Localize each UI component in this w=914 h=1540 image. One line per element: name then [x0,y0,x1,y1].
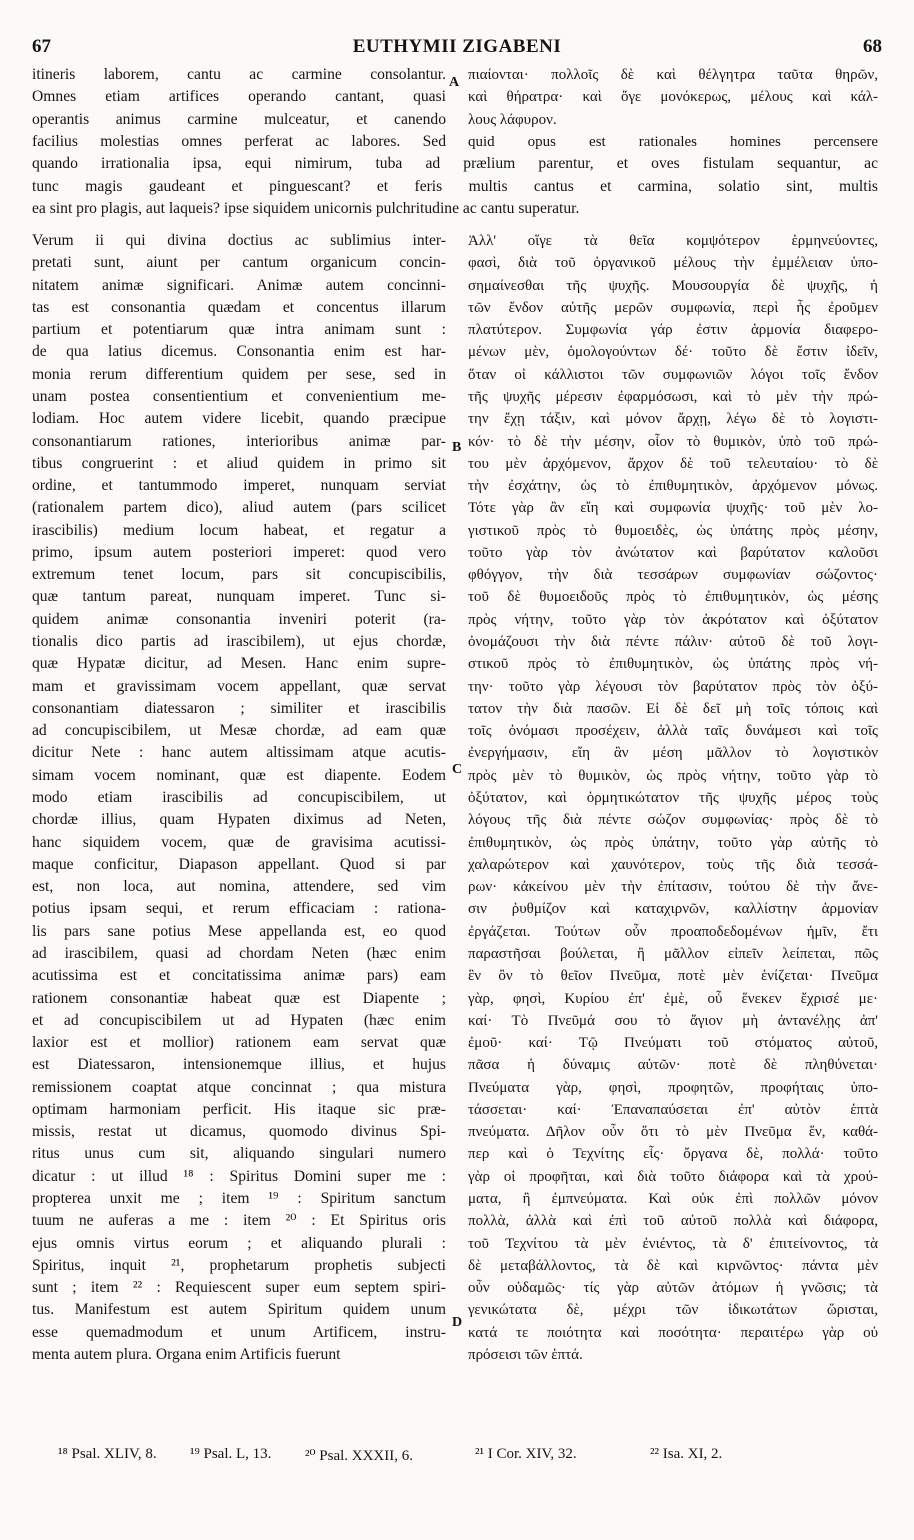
greek-line: ἐργάζεται. Τούτων οὖν προαποδεδομένων ἡμῖν, ἔτι [468,923,878,940]
latin-line: monia rerum differentium quidem per sese, sed in [32,365,446,383]
greek-line: τοῦτο γὰρ τὸν ἀνώτατον καὶ βαρύτατον καλοῦσι [468,544,878,561]
greek-line: σημαίνεσθαι τῆς ψυχῆς. Μουσουργία δὲ ψυχῆς, ἡ [468,277,878,294]
page-number-left: 67 [32,36,51,57]
latin-line: rationem consonantiæ habeat quæ est Diapente ; [32,989,446,1007]
greek-line: τοῖς ὀνόμασι προσέχειν, ἀλλὰ ταῖς δυνάμεσι καὶ τοῖς [468,723,878,740]
latin-line: tibus congruerint : et aliud quidem in primo sit [32,454,446,472]
greek-line: ἐπιθυμητικὸν, ὡς πρὸς ὑπάτην, τοῦτο γὰρ αὐτῆς τὸ [468,834,878,851]
full-width-line: quando irrationalia ipsa, equi nimirum, tuba ad prælium parentur, et oves fistulam sequantur, ac [32,155,878,173]
running-header [32,36,882,60]
latin-line: mam et gravissimam vocem appellant, quæ servat [32,677,446,695]
latin-line: et ad concupiscibilem ut ad Hypaten (hæc enim [32,1011,446,1029]
greek-line: τὴν ἐσχάτην, ὡς τὸ ἐπιθυμητικὸν, ἀρχόμενον μόνως. [468,478,878,495]
greek-line: λόγους τῆς διὰ πέντε σώζον συμφωνίας· πρὸς δὲ τὸ [468,812,878,829]
latin-line: modo etiam irascibilis ad concupiscibilem, ut [32,789,446,806]
greek-line: ἐνεργήμασιν, εἴη ἂν μέση μᾶλλον τὸ λογιστικὸν [468,745,878,762]
latin-line: Spiritus, inquit ²¹, prophetarum prophetis subjecti [32,1256,446,1274]
latin-line: tus. Manifestum est autem Spiritum quidem unum [32,1301,446,1319]
latin-line: est, non loca, aut nomina, attendere, sed vim [32,878,446,896]
greek-line: χαλαρώτερον καὶ χαυνότερον, τοὺς τῆς διὰ τεσσά- [468,856,878,873]
latin-line: primo, ipsum autem posteriori imperet: quod vero [32,543,446,561]
latin-line: remissionem coaptat atque concinnat ; qua mistura [32,1078,446,1096]
greek-line: τοῦ Τεχνίτου τὰ μὲν ἐνιέντος, τὰ δ' ἐπιτείνοντος, τὰ [468,1235,878,1252]
greek-line: πρόσεισι τῶν ἑπτά. [468,1347,583,1363]
latin-line: quidem animæ consonantia inveniri poterit (ra- [32,610,446,628]
greek-line: τοῦ δὲ θυμοειδοῦς πρὸς τὸ ἐπιθυμητικὸν, ὡς μέσης [468,589,878,606]
greek-line: γενικώτατα δὲ, μέχρι τῶν ἰδικωτάτων ὥρισται, [468,1302,878,1319]
latin-line: optimam harmoniam perficit. His itaque sic præ- [32,1100,446,1118]
latin-line: (rationalem partem dico), aliud autem (pars scilicet [32,499,446,517]
full-width-line: quid opus est rationales homines percensere [468,134,878,150]
greek-line: τάσσεται· καί· Ἐπαναπαύσεται ἐπ' αὐτὸν ἑπτὰ [468,1101,878,1118]
greek-line: κόν· τὸ δὲ τὴν μέσην, οἷον τὸ θυμικὸν, ὑπὸ τοῦ πρώ- [468,433,878,450]
latin-line: esse quemadmodum et unum Artificem, instru- [32,1323,446,1341]
latin-line: consonantiarum rationes, interioribus animæ par- [32,432,446,450]
greek-line: σιν ῥυθμίζον καὶ καταχιρνῶν, καλλίστην ἁρμονίαν [468,901,878,918]
greek-line: την ἔχῃ τάξιν, καὶ μόνον ἄρχῃ, λέγω δὲ τὸ λογιστι- [468,411,878,428]
margin-section-letter: A [449,75,460,90]
latin-line: Verum ii qui divina doctius ac sublimius inter- [32,232,446,249]
latin-line: tas est consonantia quædam et concentus illarum [32,298,446,316]
latin-line: nitatem animæ significari. Animæ autem concinni- [32,276,446,294]
latin-line: de qua latius dicemus. Consonantia enim est har- [32,343,446,361]
latin-line: dicitur Nete : hanc autem altissimam atque acutis- [32,744,446,762]
latin-line: ad concupiscibilem, ut Mesæ chordæ, ad eam quæ [32,722,446,740]
latin-top-line: facilius molestias omnes perferat ac labores. Sed [32,132,446,150]
greek-line: τῆς ψυχῆς μέρεσιν ἐφαρμόσωσι, καὶ τὸ μὲν τὴν πρώ- [468,388,878,405]
latin-line: ad irascibilem, quasi ad chordam Neten (hæc enim [32,944,446,962]
greek-top-line: καὶ θήρατρα· καὶ ὄγε μονόκερως, μέλους καὶ κάλ- [468,89,878,106]
greek-line: φασὶ, διὰ τοῦ ὀργανικοῦ μέλους τὴν ἐμμέλειαν ὑπο- [468,255,878,272]
latin-line: laxior est et mollior) rationem eam servat quæ [32,1034,446,1052]
full-width-line: ea sint pro plagis, aut laqueis? ipse siquidem unicornis pulchritudine ac cantu superatur. [32,199,580,217]
latin-line: est Diatessaron, intensionemque illius, et hujus [32,1056,446,1074]
greek-line: γιστικοῦ πρὸς τὸ θυμοειδὲς, ὡς ὑπάτης πρὸς μέσην, [468,522,878,539]
latin-line: quæ Hypatæ dicitur, ad Mesen. Hanc enim supre- [32,655,446,673]
latin-line: ordine, et tantummodo imperet, nunquam serviat [32,477,446,495]
latin-line: simam vocem nominant, quæ est diapente. Eodem [32,766,446,784]
greek-line: στικοῦ πρὸς τὸ ἐπιθυμητικὸν, ὡς ὑπάτης πρὸς νή- [468,656,878,673]
margin-section-letter: C [452,762,463,777]
margin-section-letter: B [452,440,462,455]
full-width-line: tunc magis gaudeant et pinguescant? et feris multis cantus et carmina, solatio sint, multis [32,177,878,195]
greek-line: κατά τε ποιότητα καὶ ποσότητα· περαιτέρω γὰρ οὐ [468,1324,878,1341]
greek-line: παραστῆσαι βούλεται, ἢ μᾶλλον εἰπεῖν λείπεται, πῶς [468,945,878,962]
page-number-right: 68 [863,36,882,57]
footnote: ²⁰ Psal. XXXII, 6. [305,1448,414,1464]
latin-line: dicatur : ut illud ¹⁸ : Spiritus Domini super me : [32,1167,446,1185]
latin-line: ritus unus cum sit, aliquando singulari numero [32,1145,446,1163]
latin-line: extremum tenet locum, pars sit concupiscibilis, [32,566,446,584]
margin-section-letter: D [452,1315,463,1330]
greek-line: δὲ μεταβάλλοντος, τὰ δὲ καὶ κιρνῶντος· πάντα μὲν [468,1257,878,1274]
greek-line: ἐμοῦ· καί· Τῷ Πνεύματι τοῦ στόματος αὐτοῦ, [468,1035,878,1052]
latin-top-line: itineris laborem, cantu ac carmine consolantur. [32,66,446,83]
greek-line: ὀξύτατον, καὶ ὁρμητικώτατον τῆς ψυχῆς μέρος τοὺς [468,790,878,806]
greek-line: τατον τὴν διὰ πασῶν. Εἰ δὲ δεῖ μὴ τοῖς τόποις καὶ [468,700,878,717]
greek-line: τῶν ἔνδον αὐτῆς μερῶν συμφωνία, περὶ ἧς ἐροῦμεν [468,299,878,316]
greek-line: πρὸς νήτην, τοῦτο γὰρ τὸν ἀκρότατον καὶ ὀξύτατον [468,611,878,628]
footnote: ²² Isa. XI, 2. [650,1446,723,1462]
greek-line: ρων· κἀκείνου μὲν τὴν ἐπίτασιν, τούτου δὲ τὴν ἄνε- [468,879,878,896]
latin-line: ejus omnis virtus eorum ; et aliquando plurali : [32,1234,446,1252]
latin-line: hanc siquidem vocem, quæ de gravisima acutissi- [32,833,446,851]
greek-line: Πνεύματα γὰρ, φησὶ, προφητῶν, προφήταις ὑπο- [468,1079,878,1096]
greek-line: Ἀλλ' οἵγε τὰ θεῖα κομψότερον ἑρμηνεύοντες, [468,233,878,249]
latin-line: menta autem plura. Organa enim Artificis fuerunt [32,1346,341,1363]
greek-line: πλατύτερον. Συμφωνία γάρ ἐστιν ἁρμονία διαφερο- [468,322,878,339]
latin-line: potius ipsam sequi, et rerum efficaciam : rationa- [32,900,446,918]
latin-line: quæ tantum pareat, nunquam imperet. Tunc si- [32,588,446,606]
footnote: ¹⁹ Psal. L, 13. [190,1446,272,1462]
greek-line: πᾶσα ἡ δύναμις αὐτῶν· ποτὲ δὲ πληθύνεται· [468,1057,878,1074]
greek-line: ὀνομάζουσι τὴν διὰ πέντε πάλιν· αὐτοῦ δὲ τοῦ λογι- [468,634,878,651]
greek-line: την· τοῦτο γὰρ λέγουσι τὸν βαρύτατον πρὸς τὸν ὀξύ- [468,678,878,695]
greek-line: ὅταν οἱ κάλλιστοι τῶν συμφωνιῶν λόγοι τοῖς ἔνδον [468,366,878,383]
latin-line: pretati sunt, aiunt per cantum organicum concin- [32,254,446,272]
greek-line: οὖν οὐδαμῶς· τίς γὰρ αὐτῶν ἀτόμων ἡ γνῶσις; τὰ [468,1280,878,1297]
footnote: ¹⁸ Psal. XLIV, 8. [58,1446,157,1462]
latin-line: maque conficitur, Diapason appellant. Quod si par [32,855,446,873]
greek-top-line: πιαίονται· πολλοῖς δὲ καὶ θέλγητρα ταῦτα θηρῶν, [468,67,878,83]
latin-line: tuum ne auferas a me : item ²⁰ : Et Spiritus oris [32,1212,446,1230]
latin-line: consonantiam diatessaron ; similiter et irascibilis [32,699,446,717]
latin-line: unam postea consentientium et convenientium me- [32,387,446,405]
latin-line: partium et potentiarum quæ intra animam sunt : [32,321,446,339]
greek-line: γὰρ, φησὶ, Κυρίου ἐπ' ἐμὲ, οὗ ἕνεκεν ἔχρισέ με· [468,990,878,1007]
latin-line: lis pars sane potius Mese appellanda est, eo quod [32,922,446,940]
latin-line: tionalis dico partis ad irascibilem), ut ejus chordæ, [32,633,446,651]
latin-line: sunt ; item ²² : Requiescent super eum septem spiri- [32,1279,446,1297]
greek-line: ματα, ἢ ἐμπνεύματα. Καὶ οὐκ ἐπὶ πολλῶν μόνον [468,1191,878,1208]
greek-line: Τότε γὰρ ἂν εἴη καὶ συμφωνία ψυχῆς· τοῦ μὲν λο- [468,500,878,517]
latin-line: irascibilis) medium locum habeat, et regatur a [32,521,446,539]
latin-line: lodiam. Hoc autem videre licebit, quando præcipue [32,410,446,428]
greek-line: μένων μὲν, ὁμολογούντων δέ· τοῦτο δὲ ἔστιν ἰδεῖν, [468,344,878,361]
latin-line: propterea unxit me ; item ¹⁹ : Spiritum sanctum [32,1190,446,1208]
greek-top-line: λους λάφυρον. [468,111,557,128]
greek-line: φθόγγον, τὴν διὰ τεσσάρων συμφωνίαν σώζοντος· [468,567,878,584]
greek-line: περ καὶ ὁ Τεχνίτης εἷς· ὄργανα δὲ, πολλά· τοῦτο [468,1146,878,1163]
greek-line: καί· Τὸ Πνεῦμά σου τὸ ἅγιον μὴ ἀντανέλῃς ἀπ' [468,1012,878,1029]
greek-line: του μὲν ἀρχόμενον, ἄρχον δὲ τοῦ τελευταίου· τὸ δὲ [468,455,878,472]
latin-top-line: operantis animus carmine mulceatur, et canendo [32,110,446,128]
greek-line: πνεύματα. Δῆλον οὖν ὅτι τὸ μὲν Πνεῦμα ἕν, καθά- [468,1124,878,1141]
latin-line: missis, restat ut dicamus, quomodo divinus Spi- [32,1123,446,1141]
latin-line: chordæ illius, quam Hypaten diximus ad Neten, [32,811,446,829]
running-title: EUTHYMII ZIGABENI [352,36,562,57]
greek-line: πρὸς μὲν τὸ θυμικὸν, ὡς πρὸς νήτην, τοῦτο γὰρ τὸ [468,767,878,784]
greek-line: γὰρ οἱ προφῆται, καὶ διὰ τοῦτο διάφορα καὶ τὰ χρού- [468,1168,878,1185]
latin-top-line: Omnes etiam artifices operando cantant, quasi [32,88,446,106]
greek-line: πολλὰ, ἀλλὰ καὶ ἐπὶ τοῦ αὐτοῦ πολλὰ καὶ διάφορα, [468,1213,878,1230]
footnote: ²¹ I Cor. XIV, 32. [475,1446,577,1462]
greek-line: ἓν ὂν τὸ θεῖον Πνεῦμα, ποτὲ μὲν ἑνίζεται· Πνεῦμα [468,968,878,985]
latin-line: acutissima est et concitatissima animæ pars) eam [32,967,446,985]
